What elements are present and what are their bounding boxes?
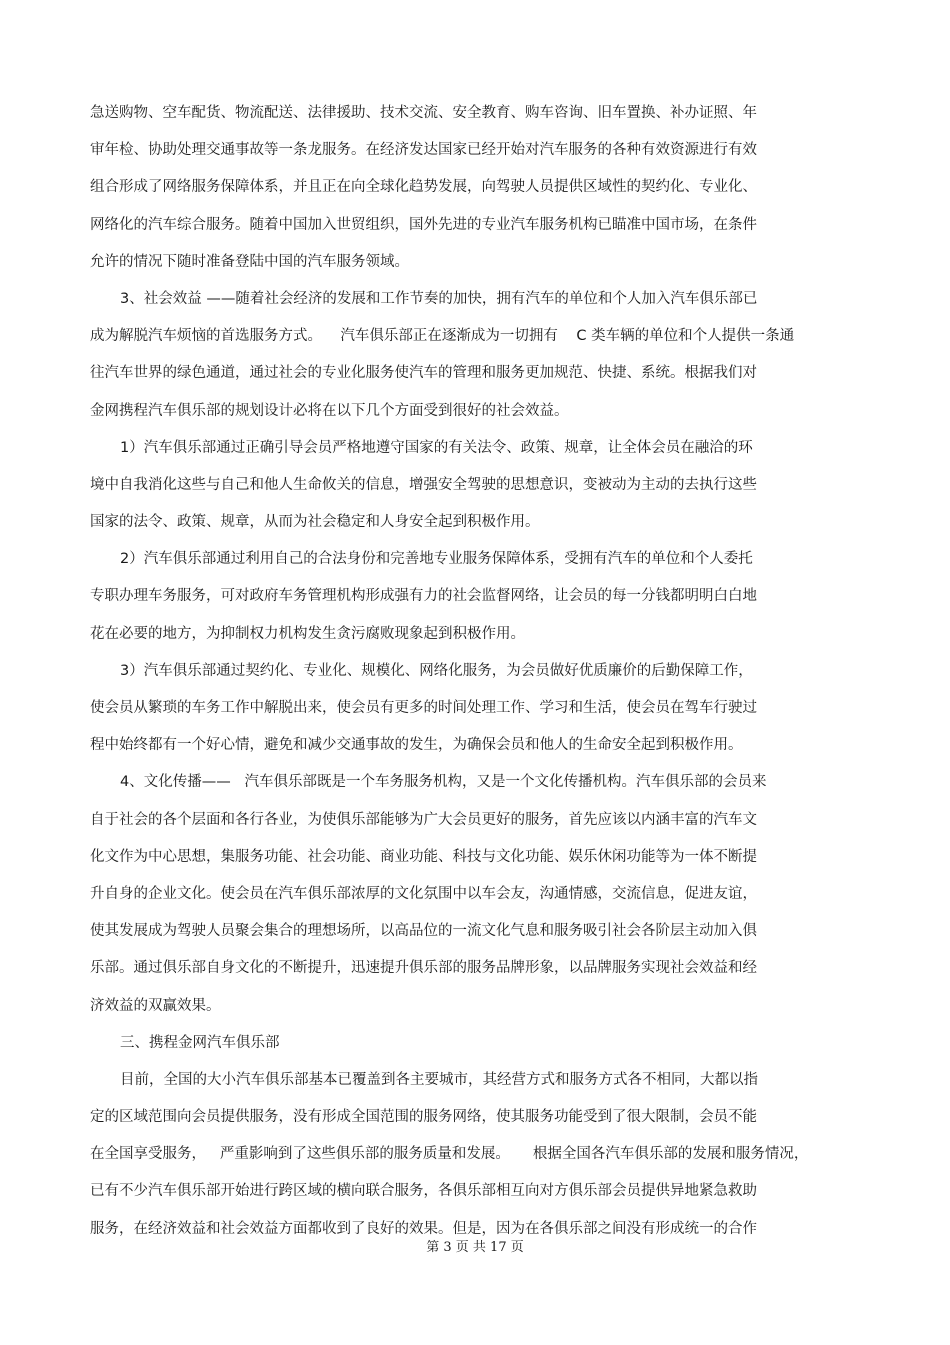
text-line: 1）汽车俱乐部通过正确引导会员严格地遵守国家的有关法令、政策、规章，让全体会员在融洽的环 — [120, 439, 753, 456]
text-line: 目前，全国的大小汽车俱乐部基本已覆盖到各主要城市，其经营方式和服务方式各不相同，大都以指 — [120, 1071, 758, 1088]
text-line: 升自身的企业文化。使会员在汽车俱乐部浓厚的文化氛围中以车会友，沟通情感，交流信息，促进友谊， — [90, 885, 757, 902]
text-line: 往汽车世界的绿色通道，通过社会的专业化服务使汽车的管理和服务更加规范、快捷、系统。根据我们对 — [90, 365, 757, 382]
text-line: 组合形成了网络服务保障体系，并且正在向全球化趋势发展，向驾驶人员提供区域性的契约化、专业化、 — [90, 179, 757, 196]
text-line: 金网携程汽车俱乐部的规划设计必将在以下几个方面受到很好的社会效益。 — [90, 402, 569, 419]
text-line: 2）汽车俱乐部通过利用自己的合法身份和完善地专业服务保障体系，受拥有汽车的单位和个人委托 — [120, 551, 753, 568]
body-text — [90, 95, 850, 1248]
text-line: 国家的法令、政策、规章，从而为社会稳定和人身安全起到积极作用。 — [90, 514, 540, 531]
text-line: 使会员从繁琐的车务工作中解脱出来，使会员有更多的时间处理工作、学习和生活，使会员在驾车行驶过 — [90, 700, 757, 716]
text-line: 乐部。通过俱乐部自身文化的不断提升，迅速提升俱乐部的服务品牌形象，以品牌服务实现社会效益和经 — [90, 960, 757, 977]
text-line: 急送购物、空车配货、物流配送、法律援助、技术交流、安全教育、购车咨询、旧车置换、补办证照、年 — [90, 105, 757, 121]
text-line: 4、文化传播—— 汽车俱乐部既是一个车务服务机构，又是一个文化传播机构。汽车俱乐部的会员来 — [120, 774, 767, 791]
text-line: 使其发展成为驾驶人员聚会集合的理想场所，以高品位的一流文化气息和服务吸引社会各阶层主动加入俱 — [90, 923, 757, 940]
text-line: 程中始终都有一个好心情，避免和减少交通事故的发生，为确保会员和他人的生命安全起到积极作用。 — [90, 737, 743, 754]
text-line: 服务，在经济效益和社会效益方面都收到了良好的效果。但是，因为在各俱乐部之间没有形成统一的合作 — [90, 1220, 757, 1237]
text-line: 化文作为中心思想，集服务功能、社会功能、商业功能、科技与文化功能、娱乐休闲功能等为一体不断提 — [90, 848, 757, 865]
text-line: 审年检、协助处理交通事故等一条龙服务。在经济发达国家已经开始对汽车服务的各种有效资源进行有效 — [90, 142, 757, 159]
text-line: 济效益的双赢效果。 — [90, 997, 221, 1014]
text-line: 网络化的汽车综合服务。随着中国加入世贸组织，国外先进的专业汽车服务机构已瞄准中国市场，在条件 — [90, 216, 757, 233]
text-line: 已有不少汽车俱乐部开始进行跨区域的横向联合服务，各俱乐部相互向对方俱乐部会员提供异地紧急救助 — [90, 1183, 757, 1200]
text-line: 境中自我消化这些与自己和他人生命攸关的信息，增强安全驾驶的思想意识，变被动为主动的去执行这些 — [90, 476, 757, 493]
text-line: 定的区域范围向会员提供服务，没有形成全国范围的服务网络，使其服务功能受到了很大限制，会员不能 — [90, 1109, 757, 1126]
text-line: 专职办理车务服务，可对政府车务管理机构形成强有力的社会监督网络，让会员的每一分钱都明明白白地 — [90, 588, 757, 605]
text-line: 花在必要的地方，为抑制权力机构发生贪污腐败现象起到积极作用。 — [90, 625, 525, 642]
text-line: 成为解脱汽车烦恼的首选服务方式。 汽车俱乐部正在逐渐成为一切拥有 C 类车辆的单位和个人提供一条通 — [90, 328, 795, 345]
text-line: 三、携程金网汽车俱乐部 — [120, 1034, 280, 1051]
text-line: 自于社会的各个层面和各行各业，为使俱乐部能够为广大会员更好的服务，首先应该以内涵丰富的汽车文 — [90, 811, 757, 828]
text-line: 在全国享受服务， 严重影响到了这些俱乐部的服务质量和发展。 根据全国各汽车俱乐部的发展和服务情况， — [90, 1146, 809, 1163]
text-line: 允许的情况下随时准备登陆中国的汽车服务领域。 — [90, 253, 409, 270]
text-line: 3、社会效益 ——随着社会经济的发展和工作节奏的加快，拥有汽车的单位和个人加入汽车俱乐部已 — [120, 290, 758, 307]
text-line: 3）汽车俱乐部通过契约化、专业化、规模化、网络化服务，为会员做好优质廉价的后勤保障工作， — [120, 662, 753, 679]
page-footer: 第 3 页 共 17 页 — [426, 1240, 524, 1255]
